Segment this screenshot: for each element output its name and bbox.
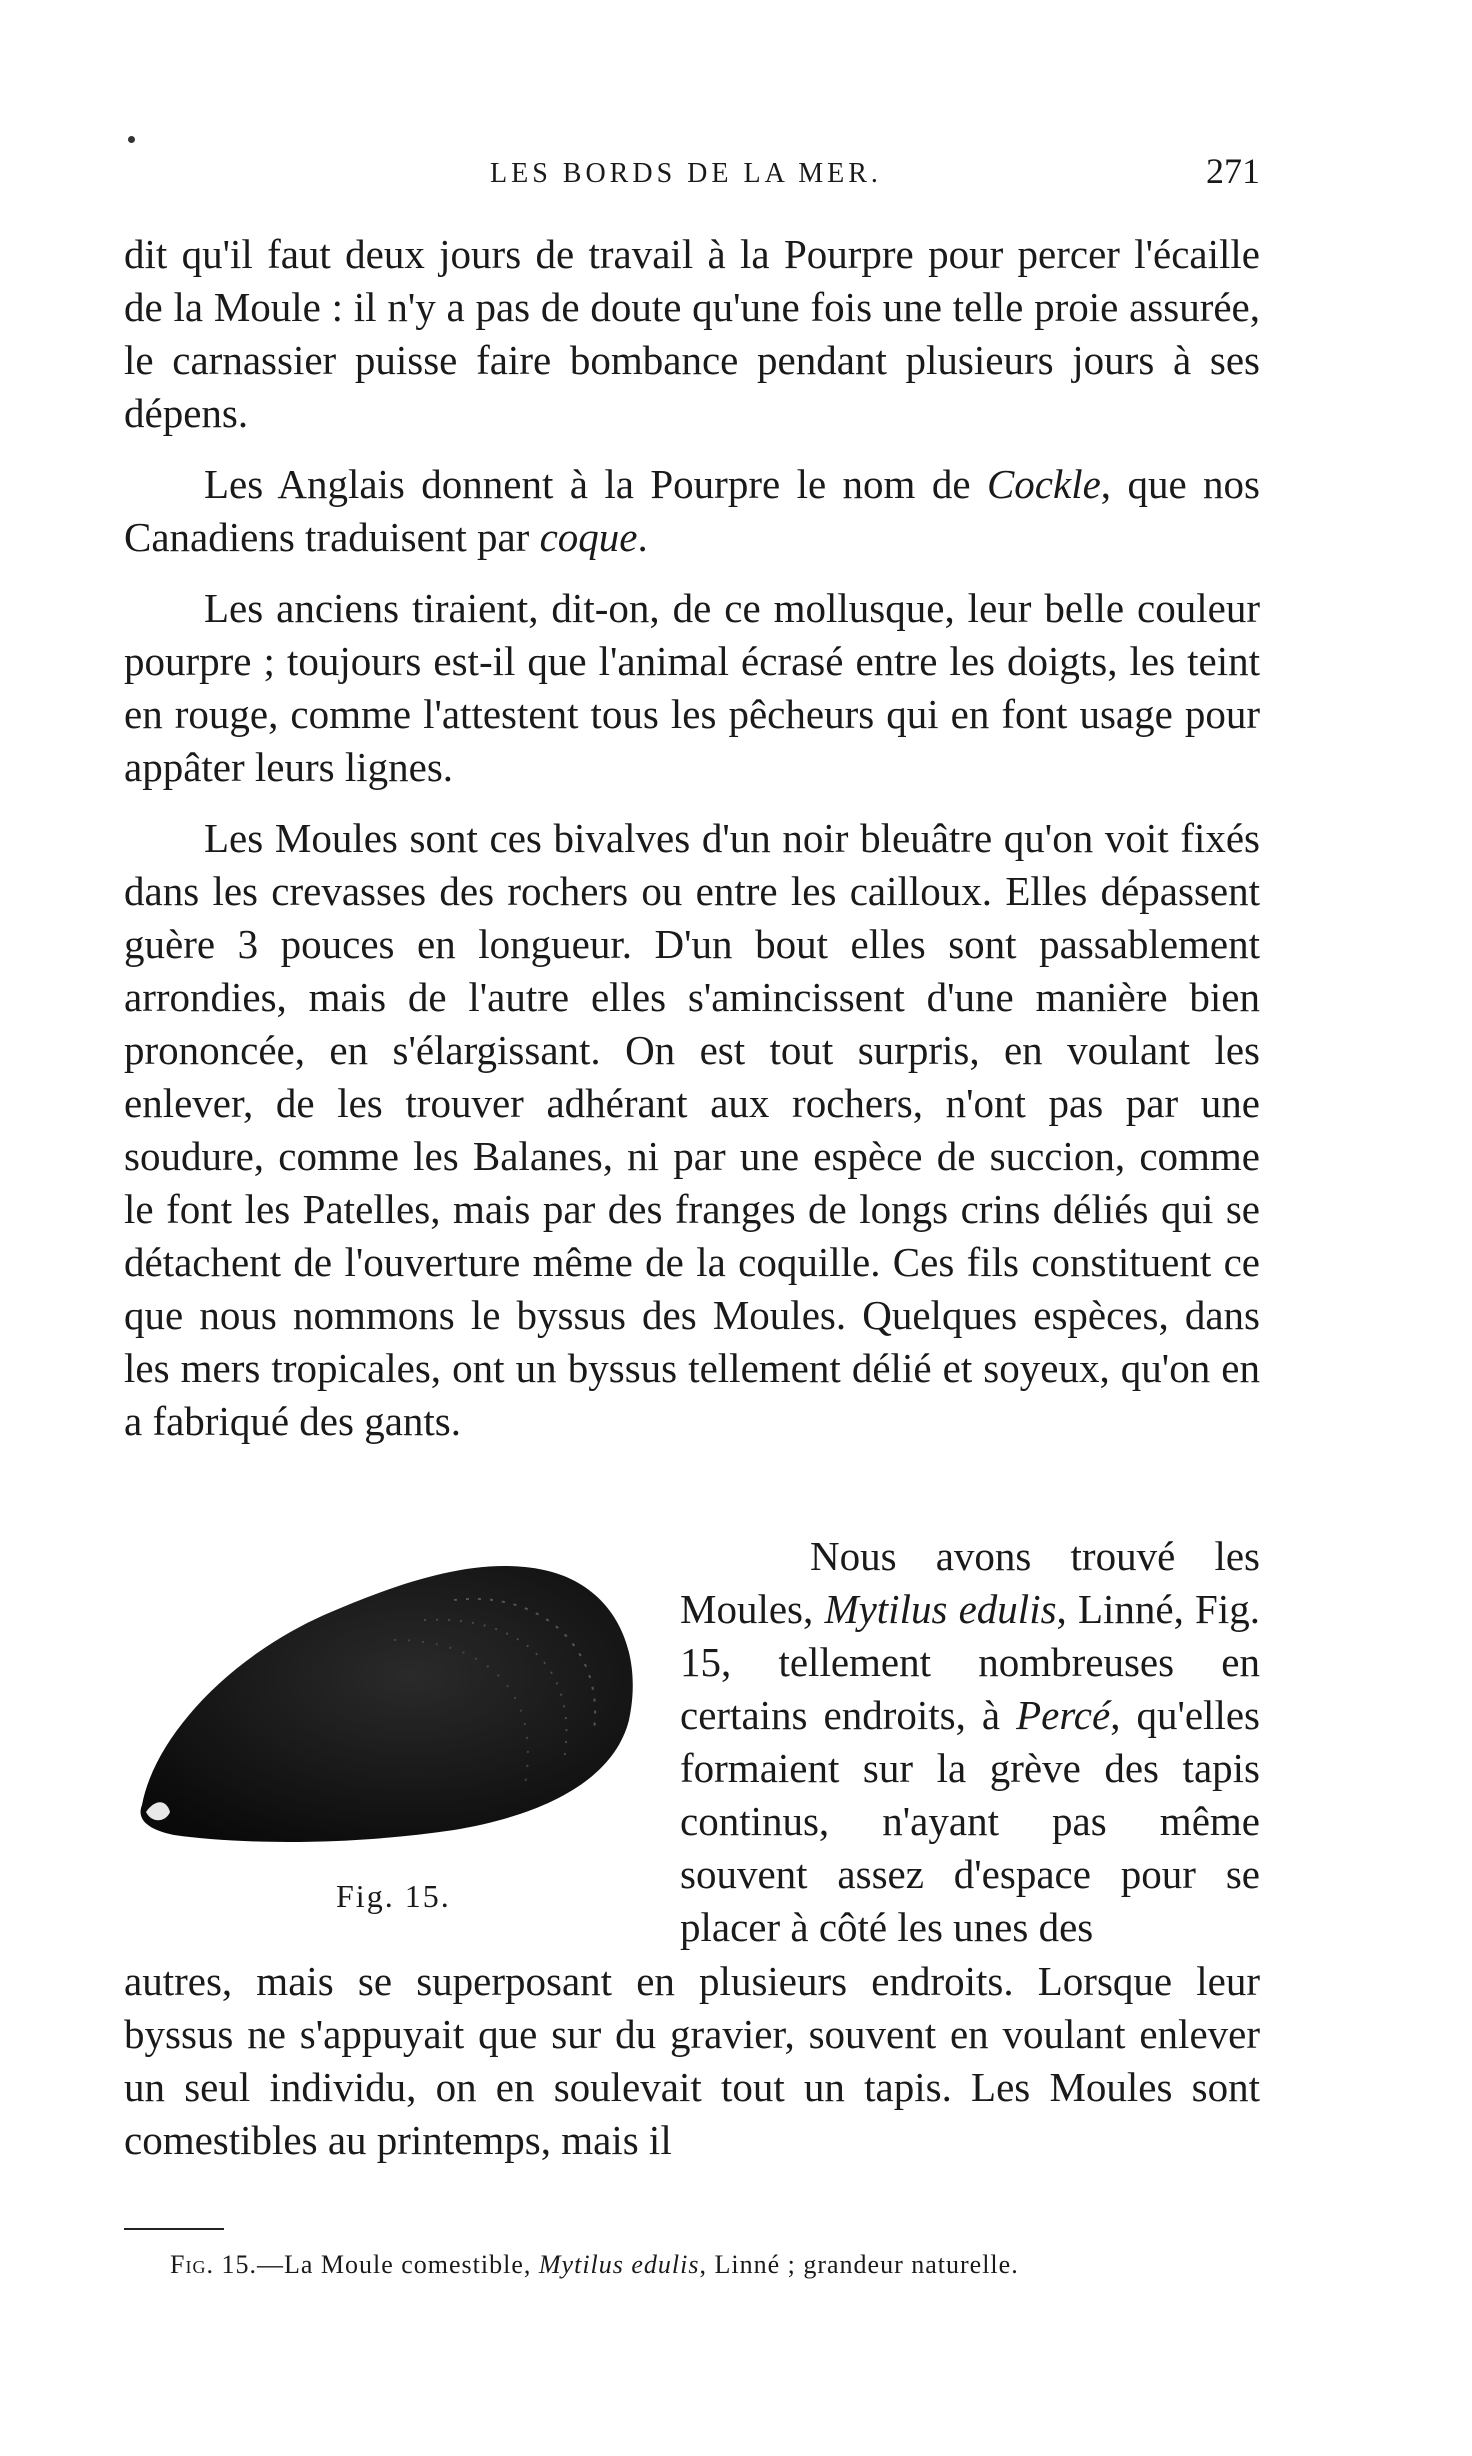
- paragraph-3: Les anciens tiraient, dit-on, de ce mollusque, leur belle couleur pourpre ; toujours est-il que l'animal écrasé entre les doigts, les teint en rouge, comme l'attestent tous les pêcheurs qui en font usage pour appâter leurs lignes.: [124, 585, 1260, 790]
- paragraph-4: Les Moules sont ces bivalves d'un noir bleuâtre qu'on voit fixés dans les crevasses des rochers ou entre les cailloux. Elles dépassent guère 3 pouces en longueur. D'un bout elles sont passablement arrondies, mais de l'autre elles s'amincissent d'une manière bien prononcée, en s'élargissant. On est tout surpris, en voulant les enlever, de les trouver adhérant aux rochers, n'ont pas par une soudure, comme les Balanes, ni par une espèce de succion, comme le font les Patelles, mais par des franges de longs crins déliés qui se détachent de l'ouverture même de la coquille. Ces fils constituent ce que nous nommons le byssus des Moules. Quelques espèces, dans les mers tropicales, ont un byssus tellement délié et soyeux, qu'on en a fabriqué des gants.: [124, 815, 1260, 1444]
- paragraph-5-end: , qu'elles formaient sur la grève des tapis continus, n'ayant pas même souvent assez d'espace pour se placer à côté les unes des: [680, 1692, 1260, 1950]
- paragraph-5-middle: , Linné, Fig. 15, tellement nombreuses en certains endroits, à: [680, 1586, 1260, 1738]
- figure-label: Fig. 15.: [336, 1878, 451, 1914]
- paragraph-2: [124, 458, 1260, 564]
- paragraph-2-before: Les Anglais donnent à la Pourpre le nom de: [204, 461, 987, 507]
- continued-text: [124, 1955, 1260, 2167]
- printer-dot: [128, 136, 135, 143]
- main-text: [124, 228, 1260, 1466]
- place-perce: Percé: [1016, 1692, 1111, 1738]
- paragraph-5: [680, 1530, 1260, 1954]
- figure-15: [124, 1530, 654, 1930]
- footnote-dash: —: [256, 2250, 284, 2279]
- footnote-rule: [124, 2228, 224, 2230]
- paragraph-2-middle: , que nos Canadiens traduisent par: [124, 461, 1261, 560]
- paragraph-5-continuation: autres, mais se superposant en plusieurs endroits. Lorsque leur byssus ne s'appuyait que sur du gravier, souvent en voulant enlever un seul individu, on en soulevait tout un tapis. Les Moules sont comestibles au printemps, mais il: [124, 1958, 1260, 2163]
- mussel-shell-body: [141, 1566, 633, 1842]
- term-mytilus-edulis: Mytilus edulis: [824, 1586, 1057, 1632]
- paragraph-5-before: Nous avons trouvé les Moules,: [680, 1533, 1260, 1632]
- term-coque: coque: [539, 514, 638, 560]
- footnote-after: , Linné ; grandeur naturelle.: [699, 2250, 1019, 2279]
- mussel-shell-illustration-icon: [124, 1530, 654, 1870]
- running-head: LES BORDS DE LA MER.: [490, 158, 882, 189]
- footnote-figure-tag: Fig. 15.: [170, 2250, 257, 2279]
- paragraph-2-after: .: [637, 514, 648, 560]
- term-cockle: Cockle: [986, 461, 1101, 507]
- page-number: 271: [1206, 151, 1260, 191]
- footnote-species: Mytilus edulis: [538, 2250, 700, 2279]
- wrapped-paragraph: [680, 1530, 1260, 1954]
- footnote: [170, 2250, 1019, 2280]
- paragraph-1: dit qu'il faut deux jours de travail à la Pourpre pour percer l'écaille de la Moule : il n'y a pas de doute qu'une fois une telle proie assurée, le carnassier puisse faire bombance pendant plusieurs jours à ses dépens.: [124, 231, 1260, 436]
- footnote-before: La Moule comestible,: [283, 2250, 539, 2279]
